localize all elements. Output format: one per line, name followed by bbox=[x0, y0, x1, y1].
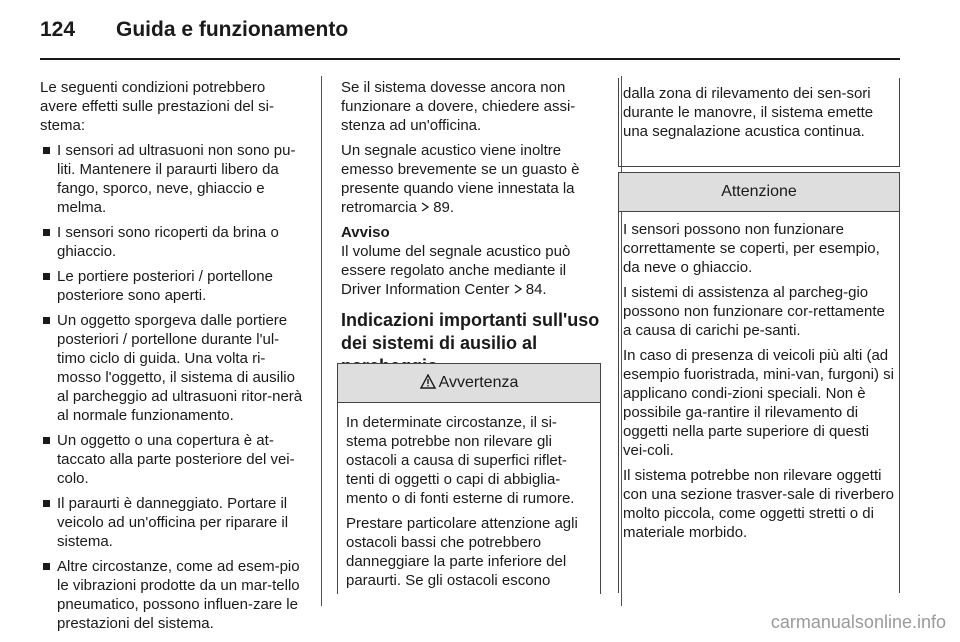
intro-paragraph: Le seguenti condizioni potrebbero avere effetti sulle prestazioni del si-stema: bbox=[40, 79, 275, 134]
attention-title: Attenzione bbox=[721, 183, 797, 200]
fault-text: Un segnale acustico viene inoltre emesso brevemente se un guasto è presente quando viene innestata la retromarcia bbox=[341, 142, 580, 216]
page-reference: 89. bbox=[433, 199, 455, 216]
page-reference-icon bbox=[514, 281, 522, 298]
warning-title: Avvertenza bbox=[438, 374, 519, 391]
list-item: Il paraurti è danneggiato. Portare il veicolo ad un'officina per riparare il sistema. bbox=[40, 494, 305, 551]
attention-box bbox=[618, 172, 900, 593]
list-item: I sensori ad ultrasuoni non sono pu-liti. Mantenere il paraurti libero da fango, sporco, neve, ghiaccio e melma. bbox=[40, 141, 305, 217]
attention-header bbox=[619, 173, 899, 212]
note-body bbox=[341, 242, 603, 299]
workshop-paragraph: Se il sistema dovesse ancora non funzionare a dovere, chiedere assi-stenza ad un'officina. bbox=[341, 79, 576, 134]
warning-continuation-box bbox=[618, 78, 900, 167]
note-block bbox=[341, 223, 603, 299]
fault-paragraph bbox=[341, 141, 603, 217]
list-item: Un oggetto o una copertura è at-taccato alla parte posteriore del vei-colo. bbox=[40, 431, 305, 488]
page-reference-icon bbox=[421, 199, 429, 216]
watermark: carmanualsonline.info bbox=[770, 612, 946, 632]
column-2 bbox=[341, 78, 603, 378]
page-number: 124 bbox=[40, 18, 76, 41]
continuation-paragraph: dalla zona di rilevamento dei sen-sori durante le manovre, il sistema emette una segnalazione acustica continua. bbox=[623, 85, 874, 140]
column-divider-1 bbox=[321, 76, 322, 606]
conditions-list bbox=[40, 141, 305, 633]
attention-paragraph: Il sistema potrebbe non rilevare oggetti con una sezione trasver-sale di riverbero molto piccola, come oggetti stretti o di materiale morbido. bbox=[623, 467, 894, 541]
attention-paragraph: In caso di presenza di veicoli più alti (ad esempio fuoristrada, mini-van, furgoni) si applicano condi-zioni speciali. Non è possibile ga-rantire il rilevamento di oggetti nella parte superiore di questi vei-coli. bbox=[623, 347, 894, 459]
column-1 bbox=[40, 78, 305, 639]
header-rule bbox=[40, 58, 900, 60]
note-title: Avviso bbox=[341, 224, 390, 241]
warning-paragraph: Prestare particolare attenzione agli ostacoli bassi che potrebbero danneggiare la parte inferiore del paraurti. Se gli ostacoli escono bbox=[346, 515, 578, 589]
list-item: Un oggetto sporgeva dalle portiere posteriori / portellone durante l'ul-timo ciclo di guida. Una volta ri-mosso l'oggetto, il sistema di ausilio al parcheggio ad ultrasuoni ritor-nerà al normale funzionamento. bbox=[40, 311, 305, 425]
list-item: I sensori sono ricoperti da brina o ghiaccio. bbox=[40, 223, 305, 261]
list-item: Le portiere posteriori / portellone posteriore sono aperti. bbox=[40, 267, 305, 305]
page-reference: 84. bbox=[525, 281, 547, 298]
warning-box bbox=[337, 363, 601, 594]
attention-paragraph: I sistemi di assistenza al parcheg-gio possono non funzionare cor-rettamente a causa di carichi pe-santi. bbox=[623, 284, 885, 339]
list-item: Altre circostanze, come ad esem-pio le vibrazioni prodotte da un mar-tello pneumatico, possono influen-zare le prestazioni del sistema. bbox=[40, 557, 305, 633]
page-title: Guida e funzionamento bbox=[116, 18, 349, 41]
warning-paragraph: In determinate circostanze, il si-stema potrebbe non rilevare gli ostacoli a causa di superfici riflet-tenti di oggetti o capi di abbiglia-mento o di fonti esterne di rumore. bbox=[346, 414, 575, 507]
warning-header bbox=[338, 364, 600, 403]
attention-paragraph: I sensori possono non funzionare correttamente se coperti, per esempio, da neve o ghiaccio. bbox=[623, 221, 880, 276]
attention-body bbox=[619, 212, 899, 542]
continuation-body bbox=[619, 78, 899, 141]
warning-triangle-icon bbox=[420, 366, 436, 404]
warning-body bbox=[338, 403, 600, 590]
section-heading: Indicazioni importanti sull'uso dei sistemi di ausilio al bbox=[341, 310, 600, 353]
note-text: Il volume del segnale acustico può essere regolato anche mediante il Driver Information Center bbox=[341, 243, 571, 298]
